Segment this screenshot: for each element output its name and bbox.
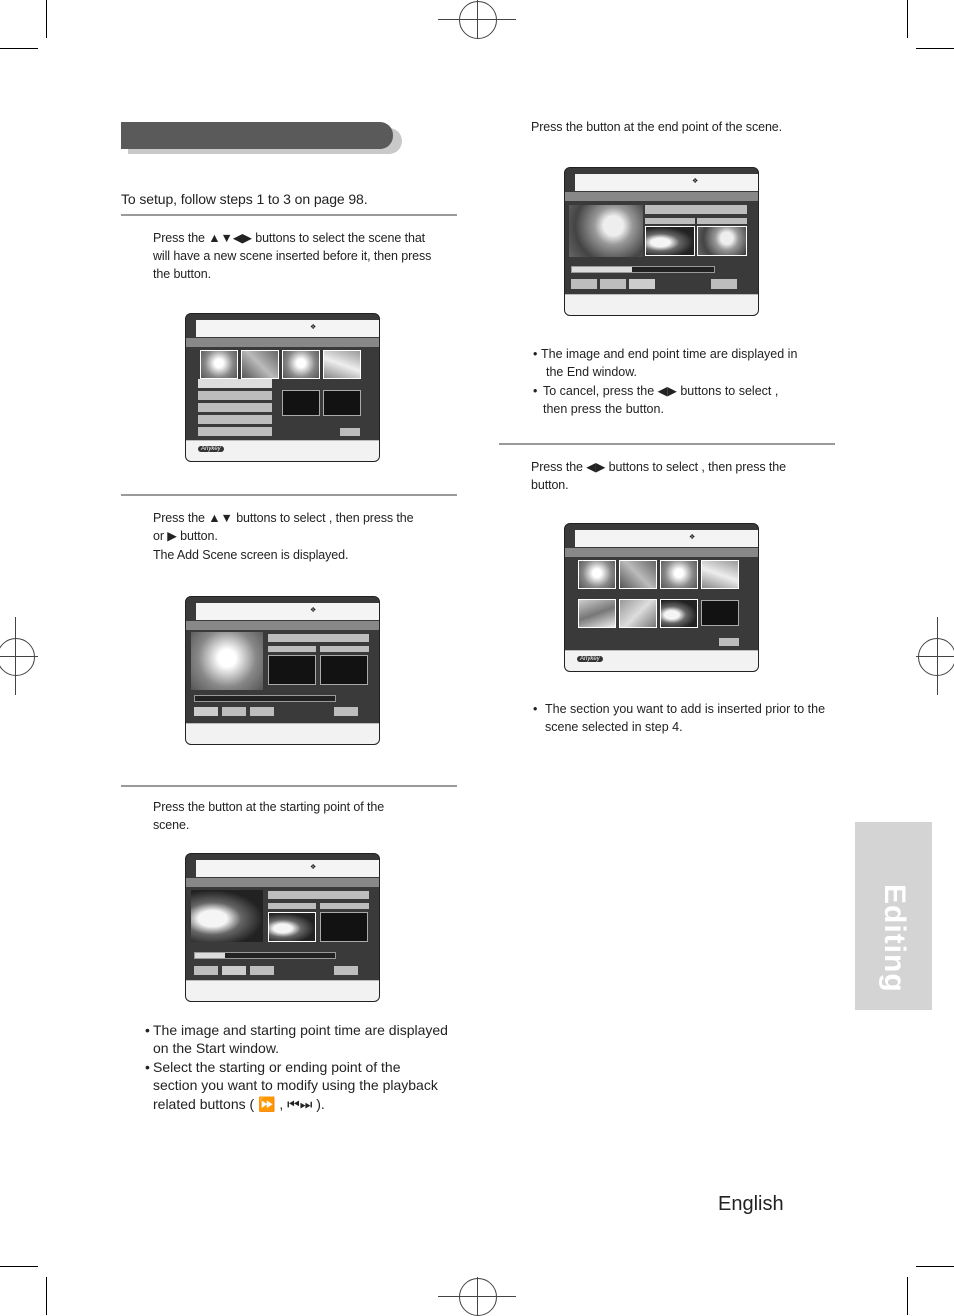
return-button[interactable] bbox=[334, 966, 358, 975]
start-window bbox=[268, 655, 316, 685]
window-label bbox=[320, 646, 369, 652]
menu-item[interactable] bbox=[198, 427, 272, 436]
window-label bbox=[320, 903, 369, 909]
osd-screen-end-point bbox=[564, 167, 759, 316]
progress-bar bbox=[194, 695, 336, 702]
scene-slot bbox=[701, 600, 739, 626]
preview-image bbox=[191, 632, 263, 690]
scene-thumbnail bbox=[282, 350, 320, 379]
nav-icon: ❖ bbox=[689, 534, 696, 541]
end-window bbox=[697, 226, 747, 256]
menu-item[interactable] bbox=[198, 403, 272, 412]
window-label bbox=[268, 903, 316, 909]
progress-fill bbox=[195, 953, 225, 958]
window-label bbox=[268, 646, 316, 652]
crop-mark bbox=[907, 0, 908, 38]
return-button[interactable] bbox=[334, 707, 358, 716]
menu-item[interactable] bbox=[198, 379, 272, 388]
step7-instruction: Press the button at the end point of the scene. bbox=[531, 120, 783, 134]
scene-thumbnail bbox=[701, 560, 739, 589]
crop-mark bbox=[0, 1266, 38, 1267]
preview-image bbox=[569, 205, 643, 257]
divider bbox=[121, 494, 457, 496]
start-window bbox=[268, 912, 316, 942]
return-button[interactable] bbox=[711, 279, 737, 289]
nav-icon: ❖ bbox=[310, 864, 317, 871]
start-button[interactable] bbox=[194, 707, 218, 716]
crop-mark bbox=[907, 1277, 908, 1315]
cancel-button[interactable] bbox=[250, 707, 274, 716]
scene-thumbnail-inserted bbox=[660, 599, 698, 628]
window-label bbox=[645, 218, 695, 224]
scene-thumbnail bbox=[619, 560, 657, 589]
progress-fill bbox=[572, 267, 632, 272]
nav-icon: ❖ bbox=[692, 178, 699, 185]
window-header bbox=[268, 891, 369, 899]
end-window bbox=[320, 912, 368, 942]
scene-thumbnail bbox=[578, 599, 616, 628]
nav-icon: ❖ bbox=[310, 607, 317, 614]
window-label bbox=[697, 218, 747, 224]
scene-thumbnail bbox=[619, 599, 657, 628]
scene-thumbnail bbox=[241, 350, 279, 379]
scene-slot bbox=[323, 390, 361, 416]
anykey-badge: Anykey bbox=[198, 446, 224, 452]
preview-image bbox=[191, 890, 263, 942]
start-window bbox=[645, 226, 695, 256]
end-button[interactable] bbox=[222, 966, 246, 975]
scene-thumbnail bbox=[578, 560, 616, 589]
osd-screen-add-scene bbox=[185, 596, 380, 745]
page-indicator bbox=[340, 428, 360, 436]
end-window bbox=[320, 655, 368, 685]
divider bbox=[499, 443, 835, 445]
osd-screen-result bbox=[564, 523, 759, 672]
divider bbox=[121, 785, 457, 787]
section-tab-editing bbox=[855, 822, 932, 1010]
window-header bbox=[645, 205, 747, 214]
osd-screen-start-point bbox=[185, 853, 380, 1002]
divider bbox=[121, 214, 457, 216]
menu-item[interactable] bbox=[198, 415, 272, 424]
menu-item[interactable] bbox=[198, 391, 272, 400]
section-tab-label: Editing bbox=[878, 884, 911, 993]
page-indicator bbox=[719, 638, 739, 646]
crop-mark bbox=[46, 0, 47, 38]
start-button[interactable] bbox=[194, 966, 218, 975]
nav-icon: ❖ bbox=[310, 324, 317, 331]
scene-thumbnail bbox=[660, 560, 698, 589]
start-button[interactable] bbox=[571, 279, 597, 289]
window-header bbox=[268, 634, 369, 642]
end-button[interactable] bbox=[600, 279, 626, 289]
cancel-button[interactable] bbox=[629, 279, 655, 289]
crop-mark bbox=[916, 48, 954, 49]
footer-language: English bbox=[718, 1193, 784, 1215]
scene-thumbnail bbox=[200, 350, 238, 379]
crop-mark bbox=[0, 48, 38, 49]
scene-thumbnail bbox=[323, 350, 361, 379]
scene-slot bbox=[282, 390, 320, 416]
cancel-button[interactable] bbox=[250, 966, 274, 975]
osd-screen-scene-select bbox=[185, 313, 380, 462]
anykey-badge: Anykey bbox=[577, 656, 603, 662]
crop-mark bbox=[46, 1277, 47, 1315]
end-button[interactable] bbox=[222, 707, 246, 716]
crop-mark bbox=[916, 1266, 954, 1267]
setup-note: To setup, follow steps 1 to 3 on page 98. bbox=[121, 191, 368, 207]
